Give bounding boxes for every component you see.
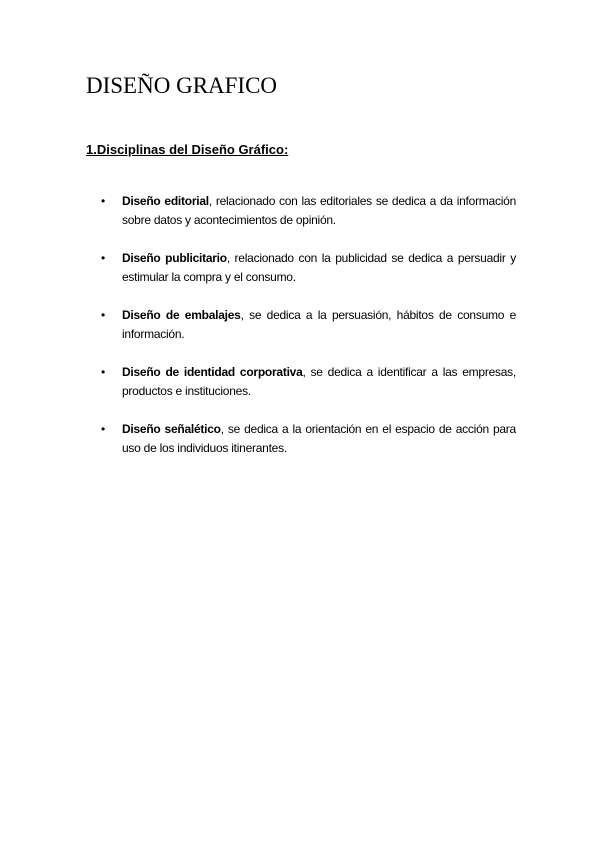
list-item-editorial xyxy=(101,192,516,229)
document-title: DISEÑO GRAFICO xyxy=(86,73,278,98)
disciplines-list xyxy=(101,192,516,477)
list-item-embalajes xyxy=(101,306,516,343)
item-description: , relacionado con la publicidad se dedica a persuadir y estimular la compra y el consumo. xyxy=(122,251,516,284)
list-item-identidad-corporativa xyxy=(101,363,516,400)
item-description: , se dedica a identificar a las empresas, productos e instituciones. xyxy=(122,365,516,398)
bullet-icon: • xyxy=(101,194,105,208)
item-term: Diseño de embalajes xyxy=(122,308,241,322)
item-term: Diseño de identidad corporativa xyxy=(122,365,303,379)
bullet-icon: • xyxy=(101,422,105,436)
item-term: Diseño publicitario xyxy=(122,251,227,265)
item-description: , se dedica a la persuasión, hábitos de consumo e información. xyxy=(122,308,516,341)
bullet-icon: • xyxy=(101,365,105,379)
section-heading: 1.Disciplinas del Diseño Gráfico: xyxy=(86,142,289,157)
list-item-publicitario xyxy=(101,249,516,286)
bullet-icon: • xyxy=(101,308,105,322)
bullet-icon: • xyxy=(101,251,105,265)
item-description: , relacionado con las editoriales se dedica a da información sobre datos y acontecimientos de opinión. xyxy=(122,194,516,227)
item-description: , se dedica a la orientación en el espacio de acción para uso de los individuos itinerantes. xyxy=(122,422,516,455)
item-term: Diseño editorial xyxy=(122,194,209,208)
list-item-senaletico xyxy=(101,420,516,457)
item-term: Diseño señalético xyxy=(122,422,221,436)
